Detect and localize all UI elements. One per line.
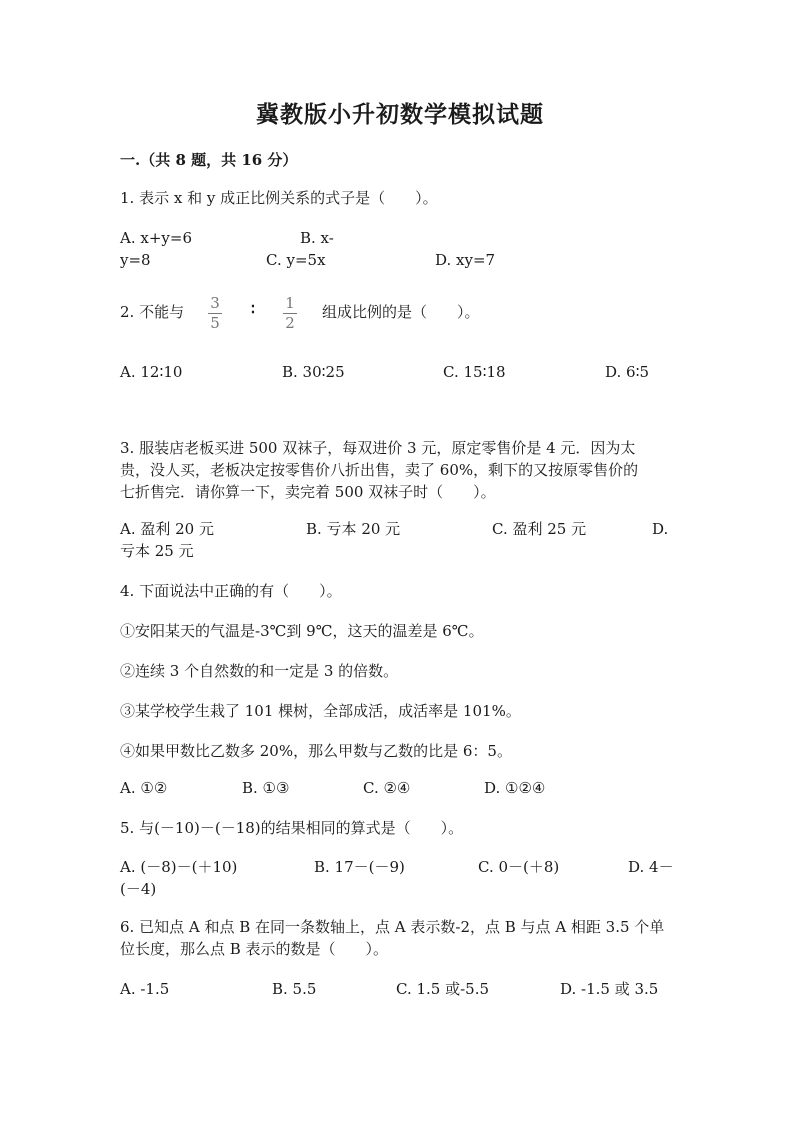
q1-option-b-continued: y=8: [120, 251, 151, 269]
q6-option-d: D. -1.5 或 3.5: [560, 980, 659, 998]
fraction-1-numerator: 3: [210, 294, 220, 312]
q4-option-c: C. ②④: [363, 779, 411, 797]
q4-statement-2: ②连续 3 个自然数的和一定是 3 的倍数。: [120, 662, 399, 680]
question-4-stem: 4. 下面说法中正确的有（ ）。: [120, 582, 342, 600]
q1-option-d: D. xy=7: [435, 251, 496, 269]
q4-option-d: D. ①②④: [484, 779, 546, 797]
question-1-stem: 1. 表示 x 和 y 成正比例关系的式子是（ ）。: [120, 189, 438, 207]
q2-option-d: D. 6∶5: [605, 363, 650, 381]
q2-option-c: C. 15∶18: [443, 363, 506, 381]
q1-option-b: B. x-: [300, 229, 334, 247]
fraction-2-numerator: 1: [285, 294, 295, 312]
q3-option-a: A. 盈利 20 元: [120, 520, 214, 538]
q2-option-b: B. 30∶25: [282, 363, 345, 381]
question-3-line-3: 七折售完．请你算一下，卖完着 500 双袜子时（ ）。: [120, 483, 496, 501]
q5-option-b: B. 17－(－9): [314, 858, 405, 876]
q4-option-a: A. ①②: [120, 779, 168, 797]
q4-statement-4: ④如果甲数比乙数多 20%，那么甲数与乙数的比是 6：5。: [120, 742, 512, 760]
q5-option-c: C. 0－(＋8): [478, 858, 560, 876]
ratio-colon: ∶: [251, 300, 255, 318]
q3-option-c: C. 盈利 25 元: [492, 520, 587, 538]
q5-option-a: A. (－8)－(＋10): [120, 858, 238, 876]
q3-option-d-continued: 亏本 25 元: [120, 542, 194, 560]
q3-option-d: D.: [652, 520, 669, 538]
q4-statement-3: ③某学校学生栽了 101 棵树，全部成活，成活率是 101%。: [120, 702, 521, 720]
fraction-2-denominator: 2: [285, 314, 295, 332]
q2-option-a: A. 12∶10: [120, 363, 183, 381]
question-2-suffix: 组成比例的是（ ）。: [322, 303, 480, 321]
question-5-stem: 5. 与(－10)－(－18)的结果相同的算式是（ ）。: [120, 819, 464, 837]
question-3-line-1: 3. 服装店老板买进 500 双袜子，每双进价 3 元，原定零售价是 4 元．因为太: [120, 439, 636, 457]
question-6-line-1: 6. 已知点 A 和点 B 在同一条数轴上，点 A 表示数-2，点 B 与点 A 相距 3.5 个单: [120, 918, 665, 936]
q4-statement-1: ①安阳某天的气温是-3℃到 9℃，这天的温差是 6℃。: [120, 622, 484, 640]
section-heading: 一.（共 8 题，共 16 分）: [120, 151, 298, 169]
q3-option-b: B. 亏本 20 元: [306, 520, 401, 538]
fraction-one-half: [283, 295, 297, 332]
fraction-three-fifths: [208, 295, 222, 332]
q1-option-c: C. y=5x: [266, 251, 326, 269]
q6-option-a: A. -1.5: [120, 980, 170, 998]
q5-option-d-continued: (－4): [120, 880, 157, 898]
question-6-line-2: 位长度，那么点 B 表示的数是（ ）。: [120, 940, 389, 958]
question-3-line-2: 贵，没人买，老板决定按零售价八折出售，卖了 60%，剩下的又按原零售价的: [120, 461, 639, 479]
q5-option-d: D. 4－: [628, 858, 674, 876]
page-title: 冀教版小升初数学模拟试题: [256, 101, 544, 128]
q1-option-a: A. x+y=6: [120, 229, 192, 247]
fraction-1-denominator: 5: [210, 314, 220, 332]
q6-option-c: C. 1.5 或-5.5: [396, 980, 490, 998]
question-2-prefix: 2. 不能与: [120, 303, 185, 321]
q4-option-b: B. ①③: [242, 779, 290, 797]
q6-option-b: B. 5.5: [272, 980, 317, 998]
